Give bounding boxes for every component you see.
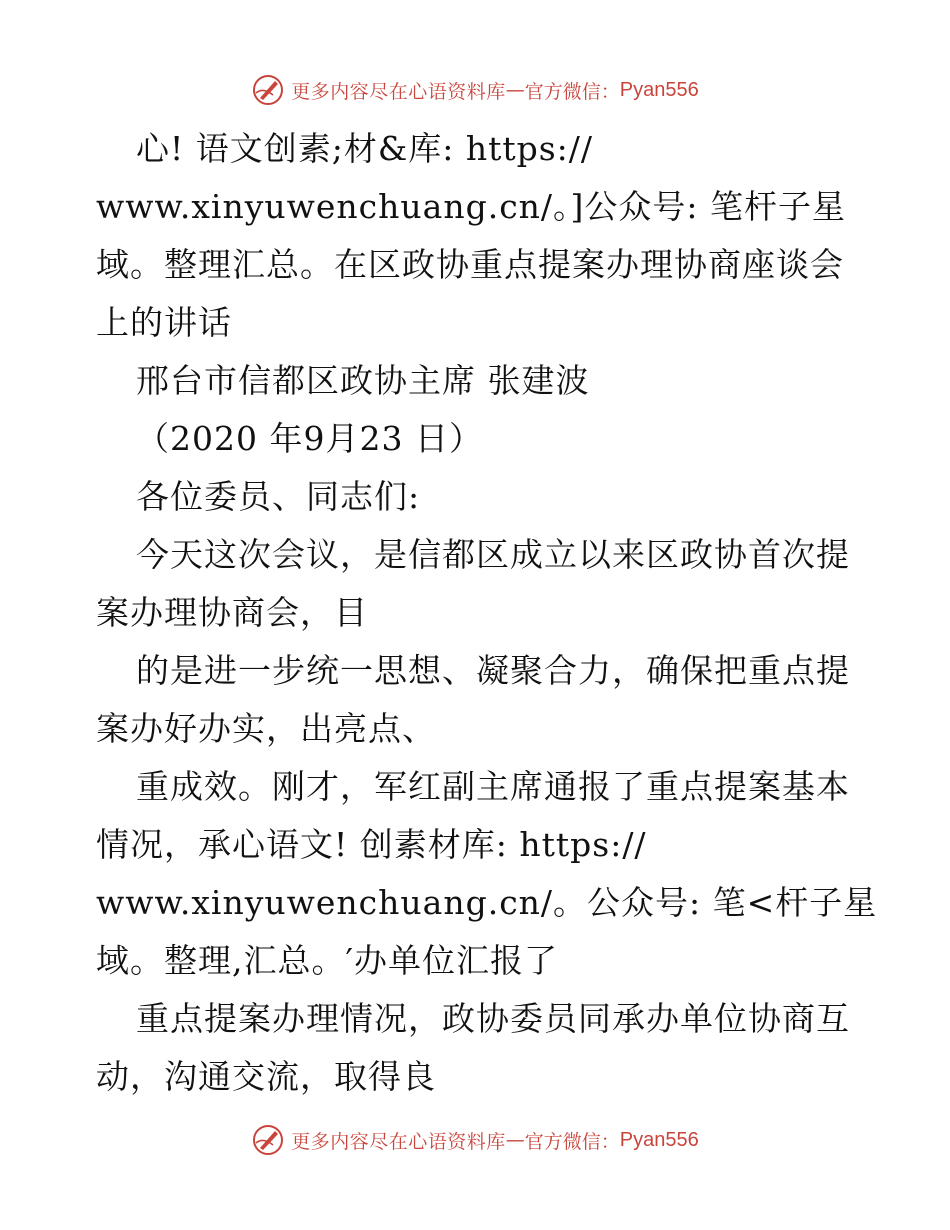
banner-text: 更多内容尽在心语资料库	[291, 1130, 506, 1153]
text-line: 心! 语文创素;材&库: https://	[136, 129, 594, 168]
text-line: 的是进一步统一思想、凝聚合力，确保把重点提	[136, 651, 850, 690]
text-line: 重点提案办理情况，政协委员同承办单位协商互	[136, 999, 850, 1038]
text-line: 动，沟通交流，取得良	[96, 1057, 436, 1096]
speech-title-line: 上的讲话	[96, 303, 232, 342]
text-line: www.xinyuwenchuang.cn/。]公众号: 笔杆子星	[96, 187, 847, 226]
banner-dash: —	[505, 1129, 525, 1151]
text-line: 重成效。刚才，军红副主席通报了重点提案基本	[136, 767, 850, 806]
banner-wechat-id: Pyan556	[619, 78, 699, 101]
salutation-line: 各位委员、同志们:	[136, 477, 421, 516]
text-line: 案办理协商会，目	[96, 593, 368, 632]
text-line: 情况，承心语文! 创素材库: https://	[96, 825, 647, 864]
text-line: 域。整理汇总。在区政协重点提案办理协商座谈会	[96, 245, 844, 284]
document-body	[96, 120, 878, 1106]
banner-text: 更多内容尽在心语资料库	[291, 80, 506, 103]
text-line: 域。整理,汇总。′办单位汇报了	[96, 941, 558, 980]
banner-label: 官方微信：	[524, 1130, 620, 1153]
quill-pen-logo-icon	[251, 1123, 285, 1157]
banner-label: 官方微信：	[524, 80, 620, 103]
footer-watermark-banner	[0, 1120, 950, 1160]
text-line: 案办好办实，出亮点、	[96, 709, 436, 748]
banner-dash: —	[505, 79, 525, 101]
quill-pen-logo-icon	[251, 73, 285, 107]
date-line: （2020 年9月23 日）	[136, 419, 483, 458]
text-line: www.xinyuwenchuang.cn/。公众号: 笔<杆子星	[96, 883, 878, 922]
text-line: 今天这次会议，是信都区成立以来区政协首次提	[136, 535, 850, 574]
speaker-line: 邢台市信都区政协主席 张建波	[136, 361, 590, 400]
banner-wechat-id: Pyan556	[619, 1128, 699, 1151]
header-watermark-banner	[0, 70, 950, 110]
